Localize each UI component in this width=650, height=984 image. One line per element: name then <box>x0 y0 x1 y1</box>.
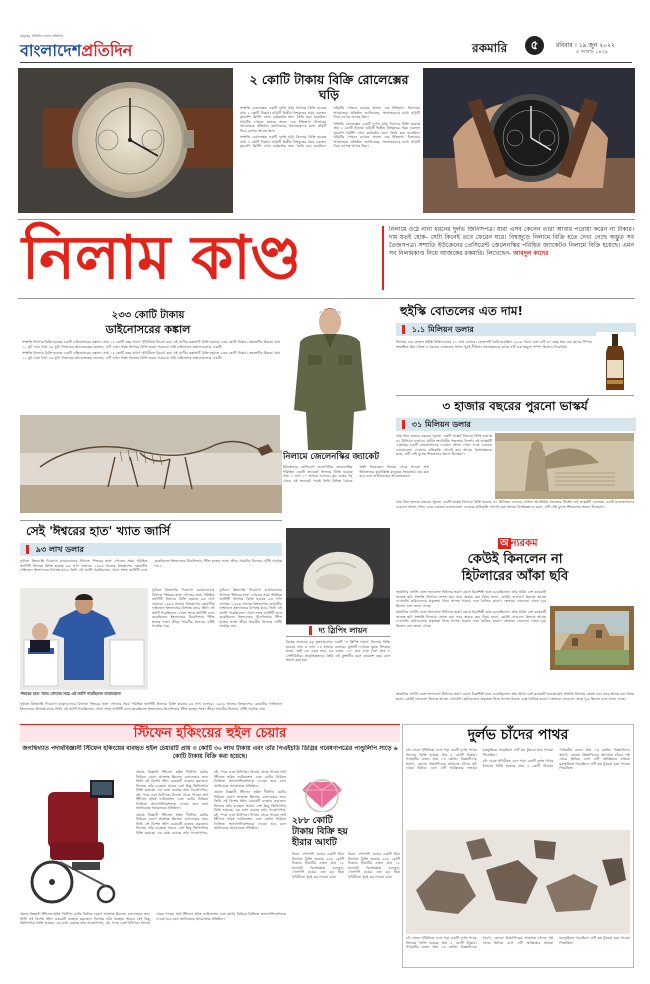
moon-body-text-cont: চাঁদ থেকে পৃথিবীতে এসে পড়া একটি দুর্লভ পাথর নিলামে বিক্রি হয়েছে প্রায় ৫ কোটি টাকায়। পাথরটির ওজন প্রায় ১৩ কেজি। বিজ্ঞানীদের ধারণা, কোনো উল্কাপিণ্ডের আঘাতে চাঁদের পৃষ্ঠ থেকে ছিটকে এসে এটি আফ্রিকার সাহারা মরুভূমিতে পড়েছিল। এটি ছয় টুকরো হয়ে পাওয়া গিয়েছিল। <box>482 748 630 770</box>
hawking-title[interactable]: স্টিফেন হকিংয়ের হুইল চেয়ার <box>133 726 287 741</box>
hitler-title-line1[interactable]: কেউই কিনলেন না <box>467 552 563 567</box>
hitler-body-text: জার্মানির নাৎসি নেতা অ্যাডলফ হিটলার তরুণ বয়সে চিত্রশিল্পী হতে চেয়েছিলেন। তাঁর আঁকা বেশ কয়েকটি জলরং ছবি সম্প্রতি নিলামে তোলা হয়। তবে অবাক করা বিষয় হলো, কেউই সেগুলো কিনতে আগ্রহ দেখাননি। ছবিগুলোর প্রকৃততা নিয়ে সন্দেহ থাকায় এবং নৈতিক কারণে ক্রেতারা সেগুলো থেকে দূরে ছিলেন বলে জানা গেছে। <box>396 590 546 608</box>
jersey-body-text-cont: ফুটবল কিংবদন্তি দিয়েগো ম্যারাডোনার বিখ্যাত 'ঈশ্বরের হাত' গোলের সময় পরিহিত জার্সিটি নিলামে বিক্রি হয়েছে ৯৩ লাখ ডলারে। ১৯৮৬ সালের বিশ্বকাপের কোয়ার্টার ফাইনালে ইংল্যান্ডের বিপক্ষে ম্যাচে তিনি এই জার্সি পরেছিলেন। খেলা শেষে জার্সিটি বদল করেছিলেন ইংল্যান্ডের মিডফিল্ডার স্টিভ হজের সঙ্গে। ক্রীড়া সামগ্রীর নিলামে এটিই সর্বোচ্চ দাম। <box>152 588 215 628</box>
pearl-body <box>286 640 390 720</box>
banner-author: আবদুল কাদের <box>513 250 549 257</box>
hawking-body-text-cont3: প্রয়াত বিজ্ঞানী স্টিফেন হকিং দীর্ঘদিন মোটর নিউরন রোগে আক্রান্ত ছিলেন। চলাফেরার জন্য তিনি এই বিশেষ হুইল চেয়ারটি ব্যবহার করতেন। নিলামে তাঁর ব্যবহৃত আরও বেশ কিছু জিনিসপত্র বিক্রি হয়েছে। এর মধ্যে রয়েছে তাঁর গবেষণাপত্র, বই, পদক এবং চিঠিপত্র। নিলাম থেকে পাওয়া অর্থ স্টিফেন হকিং ফাউন্ডেশন এবং মোটর নিউরন ডিজিজ অ্যাসোসিয়েশনকে দেওয়া হবে বলে জানিয়েছে আয়োজক প্রতিষ্ঠান। <box>20 912 286 925</box>
pearl-caption-bar <box>286 624 390 637</box>
hawking-body-text-cont2: প্রয়াত বিজ্ঞানী স্টিফেন হকিং দীর্ঘদিন মোটর নিউরন রোগে আক্রান্ত ছিলেন। চলাফেরার জন্য তিনি এই বিশেষ হুইল চেয়ারটি ব্যবহার করতেন। নিলামে তাঁর ব্যবহৃত আরও বেশ কিছু জিনিসপত্র বিক্রি হয়েছে। এর মধ্যে রয়েছে তাঁর গবেষণাপত্র, বই, পদক এবং চিঠিপত্র। নিলাম থেকে পাওয়া অর্থ স্টিফেন হকিং ফাউন্ডেশন এবং মোটর নিউরন ডিজিজ অ্যাসোসিয়েশনকে দেওয়া হবে বলে জানিয়েছে আয়োজক প্রতিষ্ঠান। <box>214 790 286 830</box>
whisky-bottle-photo <box>596 332 634 394</box>
hawking-body-text: প্রয়াত বিজ্ঞানী স্টিফেন হকিং দীর্ঘদিন মোটর নিউরন রোগে আক্রান্ত ছিলেন। চলাফেরার জন্য তিনি এই বিশেষ হুইল চেয়ারটি ব্যবহার করতেন। নিলামে তাঁর ব্যবহৃত আরও বেশ কিছু জিনিসপত্র বিক্রি হয়েছে। এর মধ্যে রয়েছে তাঁর গবেষণাপত্র, বই, পদক এবং চিঠিপত্র। নিলাম থেকে পাওয়া অর্থ স্টিফেন হকিং ফাউন্ডেশন এবং মোটর নিউরন ডিজিজ অ্যাসোসিয়েশনকে দেওয়া হবে বলে জানিয়েছে আয়োজক প্রতিষ্ঠান। <box>136 770 208 810</box>
hitler-body <box>396 590 546 690</box>
rolex-body <box>240 106 420 216</box>
jersey-body-text: ফুটবল কিংবদন্তি দিয়েগো ম্যারাডোনার বিখ্যাত 'ঈশ্বরের হাত' গোলের সময় পরিহিত জার্সিটি নিলামে বিক্রি হয়েছে ৯৩ লাখ ডলারে। ১৯৮৬ সালের বিশ্বকাপের কোয়ার্টার ফাইনালে ইংল্যান্ডের বিপক্ষে ম্যাচে তিনি এই জার্সি পরেছিলেন। খেলা শেষে জার্সিটি বদল করেছিলেন ইংল্যান্ডের মিডফিল্ডার স্টিভ হজের সঙ্গে। ক্রীড়া সামগ্রীর নিলামে এটিই সর্বোচ্চ দাম। <box>20 559 282 572</box>
jersey-price: ৯৩ লাখ ডলার <box>35 545 84 554</box>
diamond-body <box>292 852 400 966</box>
diamond-photo <box>292 768 352 812</box>
jersey-body-top <box>20 559 282 585</box>
masthead-rule <box>20 62 632 63</box>
hitler-body-text-cont: জার্মানির নাৎসি নেতা অ্যাডলফ হিটলার তরুণ বয়সে চিত্রশিল্পী হতে চেয়েছিলেন। তাঁর আঁকা বেশ কয়েকটি জলরং ছবি সম্প্রতি নিলামে তোলা হয়। তবে অবাক করা বিষয় হলো, কেউই সেগুলো কিনতে আগ্রহ দেখাননি। ছবিগুলোর প্রকৃততা নিয়ে সন্দেহ থাকায় এবং নৈতিক কারণে ক্রেতারা সেগুলো থেকে দূরে ছিলেন বলে জানা গেছে। <box>396 610 546 628</box>
page-number: ৫ <box>530 38 539 52</box>
diamond-title-line2[interactable]: টাকায় বিক্রি হয় <box>292 827 348 837</box>
hitler-kicker-rest: ন্যরকম <box>510 538 538 549</box>
whisky-body-text: নিলামে এক বোতল হুইস্কি বিক্রি হয়েছে ১১ লাখ ডলারে। বোতলটি তৈরি হয়েছিল ১৯২৬ সালে এবং এটি ৬০ বছর ধরে ওক কাঠের পিপায় সংরক্ষিত ছিল। বিশ্বে এ ধরনের বোতলের সংখ্যা খুবই সীমিত। সংগ্রাহকদের কাছে এটি এক অমূল্য সম্পদ হিসেবে বিবেচিত। <box>396 340 592 349</box>
sculpture-price: ৩১ মিলিয়ন ডলার <box>411 420 471 429</box>
banner-title[interactable]: নিলাম কাণ্ড <box>22 223 302 293</box>
moon-body-bottom <box>406 936 630 964</box>
banner-bottom-rule <box>18 298 635 299</box>
moon-body-text-cont2: চাঁদ থেকে পৃথিবীতে এসে পড়া একটি দুর্লভ পাথর নিলামে বিক্রি হয়েছে প্রায় ৫ কোটি টাকায়। পাথরটির ওজন প্রায় ১৩ কেজি। বিজ্ঞানীদের ধারণা, কোনো উল্কাপিণ্ডের আঘাতে চাঁদের পৃষ্ঠ থেকে ছিটকে এসে এটি আফ্রিকার সাহারা মরুভূমিতে পড়েছিল। এটি ছয় টুকরো হয়ে পাওয়া গিয়েছিল। <box>406 936 630 949</box>
date-line-2: ৫ আষাঢ় ১৪২৯ <box>576 49 609 55</box>
hawking-title-bar <box>20 724 400 742</box>
whisky-price: ১.১ মিলিয়ন ডলার <box>411 325 474 334</box>
hawking-body-bottom <box>20 912 286 966</box>
hawking-wheelchair-photo <box>20 770 132 908</box>
banner-intro: নিলামে ওঠে নানা ধরনের দুর্লভ জিনিসপত্র। যারা এসব কেনেন তারা আবার পরোয়া করেন না টাকার। দাম যতই হোক- সেটা কিনেই তবে ফেরেন ঘরে। বিশ্বজুড়ে নিলামে বিক্রি হতে দেখা গেছে অদ্ভুত সব তৈজসপত্র। সম্প্রতি ইউক্রেনের প্রেসিডেন্ট জেলেনস্কির পরিহিত জ্যাকেটও নিলামে বিক্রি হয়েছে। এমন সব নিলামকাণ্ড নিয়ে আজকের রকমারি। লিখেছেন- <box>389 226 634 257</box>
hitler-kicker-first: অ <box>500 538 509 549</box>
logo-left: বাংলাদেশ <box>20 41 82 60</box>
hawking-body-text-cont: প্রয়াত বিজ্ঞানী স্টিফেন হকিং দীর্ঘদিন মোটর নিউরন রোগে আক্রান্ত ছিলেন। চলাফেরার জন্য তিনি এই বিশেষ হুইল চেয়ারটি ব্যবহার করতেন। নিলামে তাঁর ব্যবহৃত আরও বেশ কিছু জিনিসপত্র বিক্রি হয়েছে। এর মধ্যে রয়েছে তাঁর গবেষণাপত্র, বই, পদক এবং চিঠিপত্র। নিলাম থেকে পাওয়া অর্থ স্টিফেন হকিং ফাউন্ডেশন এবং মোটর নিউরন ডিজিজ অ্যাসোসিয়েশনকে দেওয়া হবে বলে জানিয়েছে আয়োজক প্রতিষ্ঠান। <box>136 770 286 835</box>
whisky-body <box>396 340 592 392</box>
jersey-body-text-cont2: ফুটবল কিংবদন্তি দিয়েগো ম্যারাডোনার বিখ্যাত 'ঈশ্বরের হাত' গোলের সময় পরিহিত জার্সিটি নিলামে বিক্রি হয়েছে ৯৩ লাখ ডলারে। ১৯৮৬ সালের বিশ্বকাপের কোয়ার্টার ফাইনালে ইংল্যান্ডের বিপক্ষে ম্যাচে তিনি এই জার্সি পরেছিলেন। খেলা শেষে জার্সিটি বদল করেছিলেন ইংল্যান্ডের মিডফিল্ডার স্টিভ হজের সঙ্গে। ক্রীড়া সামগ্রীর নিলামে এটিই সর্বোচ্চ দাম। <box>219 588 282 628</box>
sculpture-top-rule <box>396 395 634 396</box>
pearl-photo <box>286 528 390 624</box>
diamond-title-line3[interactable]: হীরার আংটি <box>292 838 337 848</box>
dino-photo <box>20 415 282 513</box>
jacket-photo <box>280 300 380 450</box>
jersey-body-text-cont3: ফুটবল কিংবদন্তি দিয়েগো ম্যারাডোনার বিখ্যাত 'ঈশ্বরের হাত' গোলের সময় পরিহিত জার্সিটি নিলামে বিক্রি হয়েছে ৯৩ লাখ ডলারে। ১৯৮৬ সালের বিশ্বকাপের কোয়ার্টার ফাইনালে ইংল্যান্ডের বিপক্ষে ম্যাচে তিনি এই জার্সি পরেছিলেন। খেলা শেষে জার্সিটি বদল করেছিলেন ইংল্যান্ডের মিডফিল্ডার স্টিভ হজের সঙ্গে। ক্রীড়া সামগ্রীর নিলামে এটিই সর্বোচ্চ দাম। <box>20 702 282 711</box>
dino-body-text-cont: সম্প্রতি নিলামে বিক্রি হয়েছে একটি ডাইনোসরের কঙ্কাল। প্রায় ১৫ কোটি বছর আগে পৃথিবীতে বিচরণ করা এই প্রাণীর কঙ্কালটি বিক্রি হয়েছে ২৩৩ কোটি টাকায়। কঙ্কালটির উচ্চতা প্রায় ১১ ফুট এবং দৈর্ঘ্য ২৬ ফুট। নিলামের আয়োজকরা জানান, এটি এখন পর্যন্ত নিলামে বিক্রি হওয়া সবচেয়ে দামি ডাইনোসর কঙ্কালগুলোর একটি। <box>22 351 280 360</box>
whisky-title[interactable]: হুইস্কি বোতলের এত দাম! <box>400 304 523 318</box>
page-number-badge <box>525 36 544 55</box>
hitler-painting-photo <box>550 606 634 670</box>
hawking-sub: জগদ্বিখ্যাত পদার্থবিজ্ঞানী স্টিফেন হকিংয়ের ব্যবহৃত হুইল চেয়ারটি প্রায় ৩ কোটি ৩০ লাখ টাকায় এবং তাঁর পিএইচডি ডিগ্রির গবেষণাপত্রের পাণ্ডুলিপি সাড়ে ৬ কোটি টাকায় বিক্রি করা হয়েছে। <box>22 745 398 760</box>
masthead-tagline: মানুষের প্রতিদিন সবার প্রতিদিন <box>20 34 64 38</box>
diamond-title-line1[interactable]: ২৮৮ কোটি <box>292 816 333 826</box>
jacket-caption[interactable]: নিলামে জেলেনস্কির জ্যাকেট <box>283 452 379 462</box>
masthead <box>20 34 632 66</box>
jersey-photo <box>20 588 148 690</box>
moon-rock-photo <box>406 830 630 934</box>
rolex-headline[interactable]: ২ কোটি টাকায় বিক্রি রোলেক্সের ঘড়ি <box>249 72 409 102</box>
sculpture-title[interactable]: ৩ হাজার বছরের পুরনো ভাস্কর্য <box>442 399 588 413</box>
rolex-body-text-cont2: সম্প্রতি রোলেক্সের একটি দুর্লভ ঘড়ি নিলামে বিক্রি হয়েছে প্রায় ২ কোটি টাকায়। ঘড়িটি দ্বিতীয় বিশ্বযুদ্ধের সময় একজন যুদ্ধবন্দি ব্রিটিশ সেনা কর্মকর্তার জন্য তৈরি করা হয়েছিল। ঘড়িটির পেছনে রয়েছে অনন্য এক ইতিহাস। নিলামের আয়োজক প্রতিষ্ঠান জানিয়েছে, সংগ্রাহকদের মধ্যে ঘড়িটি নিয়ে ব্যাপক আগ্রহ ছিল। <box>333 121 420 148</box>
jersey-price-tag <box>20 543 282 556</box>
dino-body-text: সম্প্রতি নিলামে বিক্রি হয়েছে একটি ডাইনোসরের কঙ্কাল। প্রায় ১৫ কোটি বছর আগে পৃথিবীতে বিচরণ করা এই প্রাণীর কঙ্কালটি বিক্রি হয়েছে ২৩৩ কোটি টাকায়। কঙ্কালটির উচ্চতা প্রায় ১১ ফুট এবং দৈর্ঘ্য ২৬ ফুট। নিলামের আয়োজকরা জানান, এটি এখন পর্যন্ত নিলামে বিক্রি হওয়া সবচেয়ে দামি ডাইনোসর কঙ্কালগুলোর একটি। <box>22 340 280 349</box>
jersey-body-bottom <box>20 702 282 718</box>
sculpture-body-text-cont: প্রায় তিন হাজার বছরের পুরনো একটি ভাস্কর্য নিলামে বিক্রি হয়েছে ৩১ মিলিয়ন ডলারে। প্রাচীন অ্যাসিরীয় সভ্যতার নিদর্শন এই ভাস্কর্যটি একসময় একটি রাজপ্রাসাদের দেয়ালে শোভা পেত। এতে একজন ডানাওয়ালা দেবতার প্রতিকৃতি খোদাই করা আছে। বিশেষজ্ঞদের মতে, এটি সেই যুগের শিল্পকলার অনন্য উদাহরণ। <box>396 500 634 509</box>
diamond-body-text: বিরল গোলাপি রঙের একটি হীরা নিলামে বিক্রি হয়েছে ২৮৮ কোটি টাকায়। হীরাটির ওজন প্রায় ১৫ ক্যারেট। বিশেষজ্ঞরা বলছেন, গোলাপি রঙের এত বড় হীরা পৃথিবীতে খুবই কম পাওয়া যায়। <box>292 852 344 879</box>
jersey-title[interactable]: সেই 'ঈশ্বরের হাত' খ্যাত জার্সি <box>26 524 171 538</box>
pearl-caption[interactable]: দ্য স্লিপিং লায়ন <box>318 626 368 635</box>
diamond-body-text-cont: বিরল গোলাপি রঙের একটি হীরা নিলামে বিক্রি হয়েছে ২৮৮ কোটি টাকায়। হীরাটির ওজন প্রায় ১৫ ক্যারেট। বিশেষজ্ঞরা বলছেন, গোলাপি রঙের এত বড় হীরা পৃথিবীতে খুবই কম পাওয়া যায়। <box>348 852 400 879</box>
pearl-body-text: বিশ্বের সবচেয়ে বড় মুক্তাগুলোর একটি 'দ্য স্লিপিং লায়ন' নিলামে বিক্রি হয়েছে প্রায় ৩ লাখ ৭৪ হাজার ডলারে। মুক্তাটি দেখতে ঘুমন্ত সিংহের মতো, তাই এর এমন নাম। এর ওজন ১২০ গ্রাম এবং দৈর্ঘ্য প্রায় ৭ সেন্টিমিটার। প্রাকৃতিকভাবে তৈরি এই মুক্তাটির বয়স কয়েকশ বছর বলে ধারণা করা হয়। <box>286 640 390 662</box>
newspaper-logo[interactable] <box>20 38 132 65</box>
jersey-caption: 'ঈশ্বরের হাত' খ্যাত গোলের সময় এই জার্সি পরেছিলেন ম্যারাডোনা <box>20 691 121 696</box>
moon-body-text: চাঁদ থেকে পৃথিবীতে এসে পড়া একটি দুর্লভ পাথর নিলামে বিক্রি হয়েছে প্রায় ৫ কোটি টাকায়। পাথরটির ওজন প্রায় ১৩ কেজি। বিজ্ঞানীদের ধারণা, কোনো উল্কাপিণ্ডের আঘাতে চাঁদের পৃষ্ঠ থেকে ছিটকে এসে এটি আফ্রিকার সাহারা মরুভূমিতে পড়েছিল। এটি ছয় টুকরো হয়ে পাওয়া গিয়েছিল। <box>406 748 554 770</box>
moon-title[interactable]: দুর্লভ চাঁদের পাথর <box>467 727 569 743</box>
jacket-body-text: ইউক্রেনের প্রেসিডেন্ট ভলোদিমির জেলেনস্কির পরিহিত একটি জ্যাকেট নিলামে বিক্রি হয়েছে প্রায় ১ লাখ ১০ হাজার ডলারে। যুদ্ধ শুরুর পর থেকে এই জ্যাকেট পরেই তিনি বিভিন্ন বৈঠকে অংশ নিয়েছেন। নিলাম থেকে পাওয়া অর্থ ইউক্রেনের যুদ্ধবিধ্বস্ত মানুষের সহায়তায় ব্যয় করা হবে বলে জানিয়েছেন আয়োজকরা। <box>283 465 429 483</box>
jersey-body-mid <box>152 588 282 690</box>
sculpture-price-tag <box>396 418 636 431</box>
hitler-title-line2[interactable]: হিটলারের আঁকা ছবি <box>461 569 569 584</box>
masthead-section: রকমারি <box>472 41 508 55</box>
rolex-photo-right <box>423 68 635 213</box>
rolex-photo-left <box>18 68 233 213</box>
banner-intro-box <box>382 226 634 290</box>
sculpture-photo <box>495 433 634 499</box>
hitler-body-bottom <box>396 692 634 720</box>
dino-title-line2[interactable]: ডাইনোসরের কঙ্কাল <box>105 323 191 336</box>
sculpture-body-right <box>396 500 634 528</box>
jersey-top-rule <box>20 520 282 521</box>
logo-right: প্রতিদিন <box>81 41 133 60</box>
rolex-body-text-cont: সম্প্রতি রোলেক্সের একটি দুর্লভ ঘড়ি নিলামে বিক্রি হয়েছে প্রায় ২ কোটি টাকায়। ঘড়িটি দ্বিতীয় বিশ্বযুদ্ধের সময় একজন যুদ্ধবন্দি ব্রিটিশ সেনা কর্মকর্তার জন্য তৈরি করা হয়েছিল। ঘড়িটির পেছনে রয়েছে অনন্য এক ইতিহাস। নিলামের আয়োজক প্রতিষ্ঠান জানিয়েছে, সংগ্রাহকদের মধ্যে ঘড়িটি নিয়ে ব্যাপক আগ্রহ ছিল। <box>240 106 420 148</box>
dino-body <box>22 340 280 414</box>
date-line-1: রবিবার । ১৯ জুন ২০২২ <box>556 42 615 49</box>
sculpture-body-text: প্রায় তিন হাজার বছরের পুরনো একটি ভাস্কর্য নিলামে বিক্রি হয়েছে ৩১ মিলিয়ন ডলারে। প্রাচীন অ্যাসিরীয় সভ্যতার নিদর্শন এই ভাস্কর্যটি একসময় একটি রাজপ্রাসাদের দেয়ালে শোভা পেত। এতে একজন ডানাওয়ালা দেবতার প্রতিকৃতি খোদাই করা আছে। বিশেষজ্ঞদের মতে, এটি সেই যুগের শিল্পকলার অনন্য উদাহরণ। <box>396 434 492 456</box>
dino-title-line1[interactable]: ২৩৩ কোটি টাকায় <box>111 310 185 321</box>
rolex-body-text: সম্প্রতি রোলেক্সের একটি দুর্লভ ঘড়ি নিলামে বিক্রি হয়েছে প্রায় ২ কোটি টাকায়। ঘড়িটি দ্বিতীয় বিশ্বযুদ্ধের সময় একজন যুদ্ধবন্দি ব্রিটিশ সেনা কর্মকর্তার জন্য তৈরি করা হয়েছিল। ঘড়িটির পেছনে রয়েছে অনন্য এক ইতিহাস। নিলামের আয়োজক প্রতিষ্ঠান জানিয়েছে, সংগ্রাহকদের মধ্যে ঘড়িটি নিয়ে ব্যাপক আগ্রহ ছিল। <box>240 106 327 133</box>
moon-body-top <box>406 748 630 828</box>
hitler-kicker <box>498 536 538 553</box>
hawking-body <box>136 770 286 915</box>
hitler-body-text-cont2: জার্মানির নাৎসি নেতা অ্যাডলফ হিটলার তরুণ বয়সে চিত্রশিল্পী হতে চেয়েছিলেন। তাঁর আঁকা বেশ কয়েকটি জলরং ছবি সম্প্রতি নিলামে তোলা হয়। তবে অবাক করা বিষয় হলো, কেউই সেগুলো কিনতে আগ্রহ দেখাননি। ছবিগুলোর প্রকৃততা নিয়ে সন্দেহ থাকায় এবং নৈতিক কারণে ক্রেতারা সেগুলো থেকে দূরে ছিলেন বলে জানা গেছে। <box>396 692 634 701</box>
